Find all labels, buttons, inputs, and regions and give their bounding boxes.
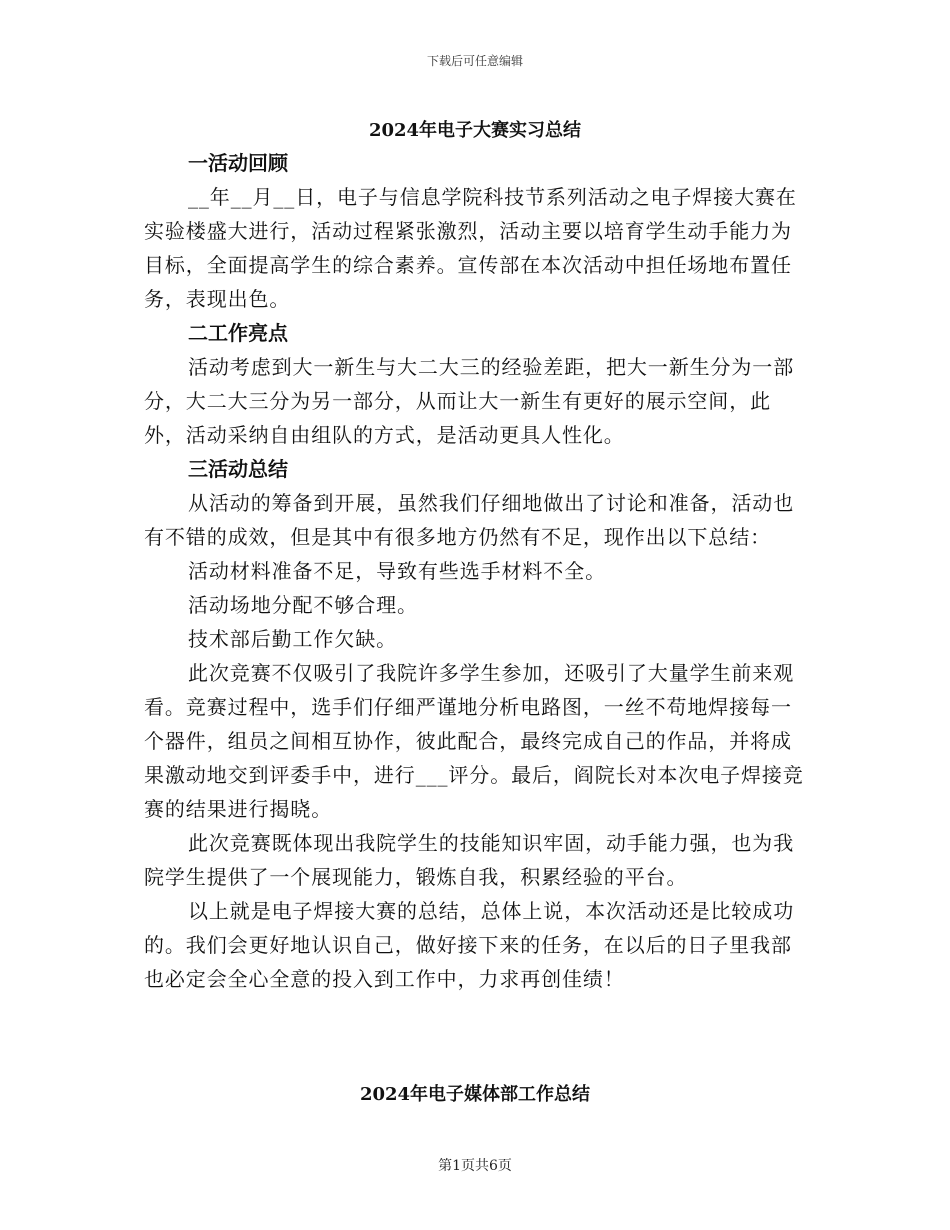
paragraph-competition: 此次竞赛不仅吸引了我院许多学生参加，还吸引了大量学生前来观看。竞赛过程中，选手们仔细严谨地分析电路图，一丝不苟地焊接每一个器件，组员之间相互协作，彼此配合，最终完成自己的作品，并将成果激动地交到评委手中，进行___评分。最后，阎院长对本次电子焊接竞赛的结果进行揭晓。 (144, 661, 804, 821)
section-heading-summary: 三活动总结 (188, 457, 288, 481)
summary-item-logistics: 技术部后勤工作欠缺。 (188, 627, 397, 651)
paragraph-platform: 此次竞赛既体现出我院学生的技能知识牢固，动手能力强，也为我院学生提供了一个展现能力，锻炼自我，积累经验的平台。 (144, 831, 795, 889)
section-heading-review: 一活动回顾 (188, 151, 288, 175)
summary-item-materials: 活动材料准备不足，导致有些选手材料不全。 (188, 559, 606, 583)
page-footer: 第1页共6页 (438, 1158, 512, 1174)
header-note: 下载后可任意编辑 (426, 54, 523, 68)
document-title: 2024年电子大赛实习总结 (368, 120, 582, 141)
next-document-title: 2024年电子媒体部工作总结 (359, 1084, 591, 1105)
paragraph-highlights: 活动考虑到大一新生与大二大三的经验差距，把大一新生分为一部分，大二大三分为另一部分，从而让大一新生有更好的展示空间，此外，活动采纳自由组队的方式，是活动更具人性化。 (144, 355, 795, 447)
paragraph-summary-intro: 从活动的筹备到开展，虽然我们仔细地做出了讨论和准备，活动也有不错的成效，但是其中有很多地方仍然有不足，现作出以下总结： (144, 491, 795, 549)
paragraph-conclusion: 以上就是电子焊接大赛的总结，总体上说，本次活动还是比较成功的。我们会更好地认识自己，做好接下来的任务，在以后的日子里我部也必定会全心全意的投入到工作中，力求再创佳绩！ (144, 899, 795, 991)
paragraph-review: __年__月__日，电子与信息学院科技节系列活动之电子焊接大赛在实验楼盛大进行，活动过程紧张激烈，活动主要以培育学生动手能力为目标，全面提高学生的综合素养。宣传部在本次活动中担任场地布置任务，表现出色。 (144, 185, 797, 311)
document-body (144, 146, 804, 996)
section-heading-highlights: 二工作亮点 (188, 321, 288, 345)
summary-item-venue: 活动场地分配不够合理。 (188, 593, 418, 617)
